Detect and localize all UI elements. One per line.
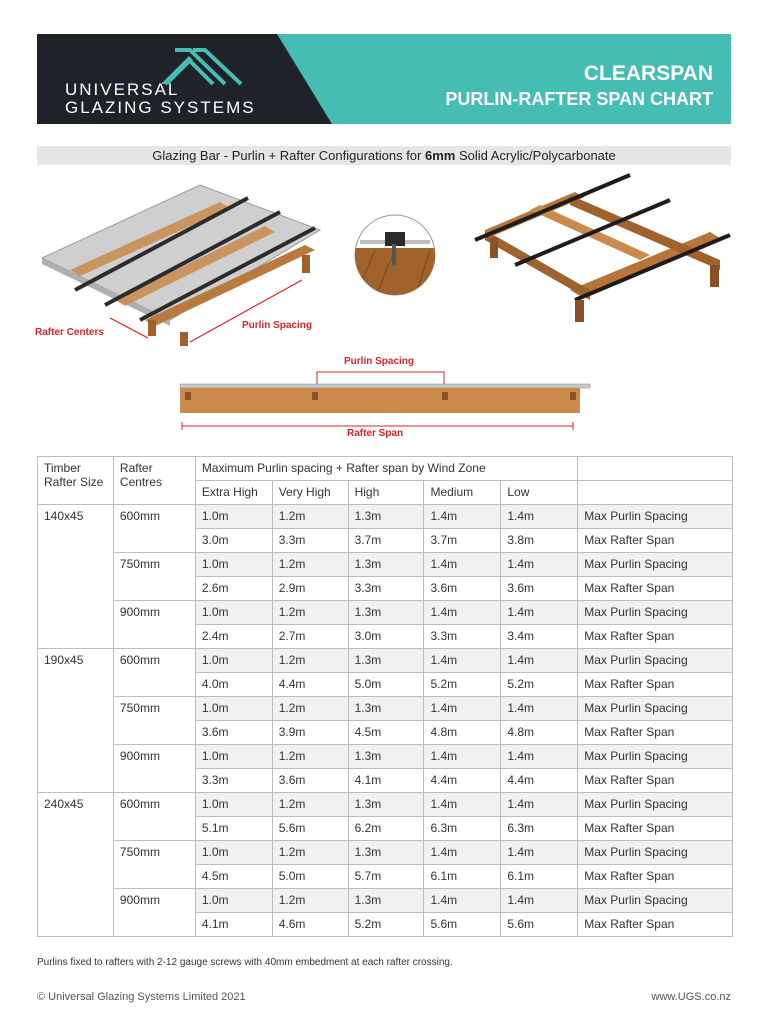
rafter-centre-cell: 600mm <box>113 505 195 553</box>
rafter-span-value: 6.3m <box>424 817 501 841</box>
purlin-spacing-side-label: Purlin Spacing <box>344 356 415 367</box>
rafter-span-value: 3.8m <box>501 529 578 553</box>
max-purlin-spacing-label: Max Purlin Spacing <box>578 697 733 721</box>
table-row <box>38 553 733 577</box>
purlin-spacing-value: 1.0m <box>195 601 272 625</box>
rafter-centre-cell: 750mm <box>113 841 195 889</box>
header-wind-zone-group: Maximum Purlin spacing + Rafter span by Wind Zone <box>195 457 577 481</box>
header-rafter-centres: Rafter Centres <box>113 457 195 505</box>
purlin-spacing-value: 1.4m <box>424 553 501 577</box>
purlin-spacing-value: 1.3m <box>348 553 424 577</box>
max-purlin-spacing-label: Max Purlin Spacing <box>578 601 733 625</box>
rafter-span-value: 3.6m <box>501 577 578 601</box>
span-chart-table <box>37 456 733 937</box>
rafter-span-value: 3.3m <box>195 769 272 793</box>
rafter-centre-cell: 900mm <box>113 889 195 937</box>
rafter-span-value: 5.0m <box>348 673 424 697</box>
rafter-span-value: 2.6m <box>195 577 272 601</box>
rafter-span-value: 4.4m <box>501 769 578 793</box>
timber-size-cell: 190x45 <box>38 649 114 793</box>
rafter-span-value: 3.0m <box>348 625 424 649</box>
purlin-spacing-value: 1.2m <box>272 505 348 529</box>
logo-text-line2: GLAZING SYSTEMS <box>65 98 256 117</box>
header-blank <box>578 481 733 505</box>
max-rafter-span-label: Max Rafter Span <box>578 577 733 601</box>
purlin-spacing-value: 1.4m <box>424 745 501 769</box>
max-purlin-spacing-label: Max Purlin Spacing <box>578 841 733 865</box>
logo-text-line1: UNIVERSAL <box>65 80 180 99</box>
rafter-span-value: 2.4m <box>195 625 272 649</box>
purlin-spacing-value: 1.2m <box>272 841 348 865</box>
purlin-spacing-value: 1.4m <box>501 601 578 625</box>
purlin-spacing-value: 1.3m <box>348 841 424 865</box>
purlin-spacing-value: 1.4m <box>501 505 578 529</box>
purlin-spacing-value: 1.4m <box>424 793 501 817</box>
rafter-centre-cell: 900mm <box>113 601 195 649</box>
purlin-spacing-value: 1.4m <box>424 601 501 625</box>
max-rafter-span-label: Max Rafter Span <box>578 913 733 937</box>
header-timber-size: Timber Rafter Size <box>38 457 114 505</box>
rafter-span-value: 5.2m <box>501 673 578 697</box>
rafter-span-value: 4.5m <box>348 721 424 745</box>
rafter-span-value: 6.3m <box>501 817 578 841</box>
purlin-spacing-value: 1.4m <box>424 505 501 529</box>
rafter-span-value: 5.2m <box>348 913 424 937</box>
page-title: CLEARSPAN <box>583 62 713 85</box>
purlin-spacing-value: 1.0m <box>195 649 272 673</box>
rafter-span-value: 6.2m <box>348 817 424 841</box>
purlin-spacing-value: 1.3m <box>348 793 424 817</box>
table-row <box>38 889 733 913</box>
rafter-centre-cell: 600mm <box>113 649 195 697</box>
rafter-centre-cell: 750mm <box>113 697 195 745</box>
rafter-span-value: 3.9m <box>272 721 348 745</box>
rafter-span-value: 5.1m <box>195 817 272 841</box>
table-row <box>38 697 733 721</box>
purlin-spacing-value: 1.4m <box>501 649 578 673</box>
header-zone: Low <box>501 481 578 505</box>
max-purlin-spacing-label: Max Purlin Spacing <box>578 505 733 529</box>
purlin-spacing-value: 1.3m <box>348 649 424 673</box>
table-row <box>38 745 733 769</box>
timber-size-cell: 140x45 <box>38 505 114 649</box>
table-row <box>38 649 733 673</box>
header-zone: Medium <box>424 481 501 505</box>
purlin-spacing-value: 1.2m <box>272 745 348 769</box>
rafter-span-value: 5.0m <box>272 865 348 889</box>
purlin-spacing-value: 1.0m <box>195 553 272 577</box>
purlin-spacing-value: 1.0m <box>195 889 272 913</box>
page-header <box>37 34 731 124</box>
website-link[interactable]: www.UGS.co.nz <box>651 991 731 1003</box>
configuration-subtitle-bar <box>37 146 731 165</box>
purlin-spacing-value: 1.2m <box>272 601 348 625</box>
rafter-span-value: 3.6m <box>272 769 348 793</box>
table-row <box>38 793 733 817</box>
configuration-illustrations <box>30 170 740 440</box>
rafter-span-value: 5.6m <box>272 817 348 841</box>
rafter-span-value: 6.1m <box>501 865 578 889</box>
rafter-span-value: 4.5m <box>195 865 272 889</box>
span-table-body <box>38 505 733 937</box>
rafter-span-value: 6.1m <box>424 865 501 889</box>
rafter-span-value: 3.4m <box>501 625 578 649</box>
rafter-span-value: 3.3m <box>424 625 501 649</box>
rafter-span-value: 3.6m <box>195 721 272 745</box>
side-view-illustration <box>180 372 590 430</box>
max-rafter-span-label: Max Rafter Span <box>578 769 733 793</box>
purlin-spacing-value: 1.4m <box>424 697 501 721</box>
rafter-span-value: 3.0m <box>195 529 272 553</box>
rafter-span-value: 4.4m <box>272 673 348 697</box>
rafter-span-value: 4.4m <box>424 769 501 793</box>
header-blank <box>578 457 733 481</box>
max-rafter-span-label: Max Rafter Span <box>578 865 733 889</box>
rafter-span-label: Rafter Span <box>347 428 404 439</box>
max-purlin-spacing-label: Max Purlin Spacing <box>578 793 733 817</box>
purlin-spacing-value: 1.4m <box>501 841 578 865</box>
subtitle-thickness: 6mm <box>424 148 456 163</box>
purlin-spacing-value: 1.0m <box>195 841 272 865</box>
rafter-span-value: 4.1m <box>348 769 424 793</box>
subtitle-prefix: Glazing Bar - Purlin + Rafter Configurations for <box>152 148 425 163</box>
rafter-span-value: 3.3m <box>272 529 348 553</box>
max-rafter-span-label: Max Rafter Span <box>578 721 733 745</box>
rafter-centre-cell: 600mm <box>113 793 195 841</box>
max-rafter-span-label: Max Rafter Span <box>578 673 733 697</box>
purlin-spacing-value: 1.3m <box>348 505 424 529</box>
purlin-spacing-value: 1.2m <box>272 697 348 721</box>
rafter-span-value: 4.0m <box>195 673 272 697</box>
purlin-spacing-value: 1.2m <box>272 793 348 817</box>
purlin-spacing-value: 1.0m <box>195 793 272 817</box>
purlin-spacing-value: 1.3m <box>348 745 424 769</box>
purlin-spacing-value: 1.3m <box>348 601 424 625</box>
rafter-span-value: 4.6m <box>272 913 348 937</box>
purlin-spacing-value: 1.3m <box>348 697 424 721</box>
purlin-spacing-value: 1.2m <box>272 553 348 577</box>
rafter-span-value: 5.6m <box>501 913 578 937</box>
copyright-text: © Universal Glazing Systems Limited 2021 <box>37 991 246 1003</box>
table-row <box>38 841 733 865</box>
purlin-spacing-value: 1.2m <box>272 649 348 673</box>
purlin-spacing-value: 1.4m <box>501 745 578 769</box>
max-rafter-span-label: Max Rafter Span <box>578 817 733 841</box>
timber-size-cell: 240x45 <box>38 793 114 937</box>
rafter-span-value: 5.7m <box>348 865 424 889</box>
purlin-spacing-value: 1.2m <box>272 889 348 913</box>
purlin-rafter-frame-illustration <box>470 175 730 322</box>
purlin-spacing-value: 1.0m <box>195 697 272 721</box>
rafter-span-value: 3.7m <box>348 529 424 553</box>
rafter-span-value: 4.8m <box>424 721 501 745</box>
fixing-footnote: Purlins fixed to rafters with 2-12 gauge screws with 40mm embedment at each rafter crossing. <box>37 957 453 968</box>
purlin-spacing-value: 1.4m <box>424 841 501 865</box>
rafter-centre-cell: 750mm <box>113 553 195 601</box>
rafter-span-value: 2.7m <box>272 625 348 649</box>
rafter-span-value: 4.8m <box>501 721 578 745</box>
header-zone: Extra High <box>195 481 272 505</box>
purlin-spacing-iso-label: Purlin Spacing <box>242 320 313 331</box>
purlin-spacing-value: 1.4m <box>501 697 578 721</box>
max-purlin-spacing-label: Max Purlin Spacing <box>578 745 733 769</box>
rafter-span-value: 3.3m <box>348 577 424 601</box>
rafter-centers-label: Rafter Centers <box>35 327 104 338</box>
table-row <box>38 601 733 625</box>
rafter-span-value: 4.1m <box>195 913 272 937</box>
subtitle-suffix: Solid Acrylic/Polycarbonate <box>455 148 616 163</box>
purlin-spacing-value: 1.4m <box>501 793 578 817</box>
max-purlin-spacing-label: Max Purlin Spacing <box>578 649 733 673</box>
table-row <box>38 505 733 529</box>
max-purlin-spacing-label: Max Purlin Spacing <box>578 553 733 577</box>
rafter-span-value: 5.2m <box>424 673 501 697</box>
rafter-span-value: 5.6m <box>424 913 501 937</box>
max-purlin-spacing-label: Max Purlin Spacing <box>578 889 733 913</box>
purlin-spacing-value: 1.4m <box>424 889 501 913</box>
header-zone: High <box>348 481 424 505</box>
rafter-centre-cell: 900mm <box>113 745 195 793</box>
rafter-span-value: 3.6m <box>424 577 501 601</box>
max-rafter-span-label: Max Rafter Span <box>578 625 733 649</box>
purlin-spacing-value: 1.4m <box>501 889 578 913</box>
purlin-spacing-value: 1.0m <box>195 745 272 769</box>
purlin-spacing-value: 1.4m <box>424 649 501 673</box>
purlin-spacing-value: 1.0m <box>195 505 272 529</box>
max-rafter-span-label: Max Rafter Span <box>578 529 733 553</box>
rafter-span-value: 3.7m <box>424 529 501 553</box>
header-zone: Very High <box>272 481 348 505</box>
glazing-bar-detail-illustration <box>350 215 440 298</box>
purlin-spacing-value: 1.4m <box>501 553 578 577</box>
purlin-spacing-value: 1.3m <box>348 889 424 913</box>
page-subtitle: PURLIN-RAFTER SPAN CHART <box>445 89 713 109</box>
rafter-span-value: 2.9m <box>272 577 348 601</box>
